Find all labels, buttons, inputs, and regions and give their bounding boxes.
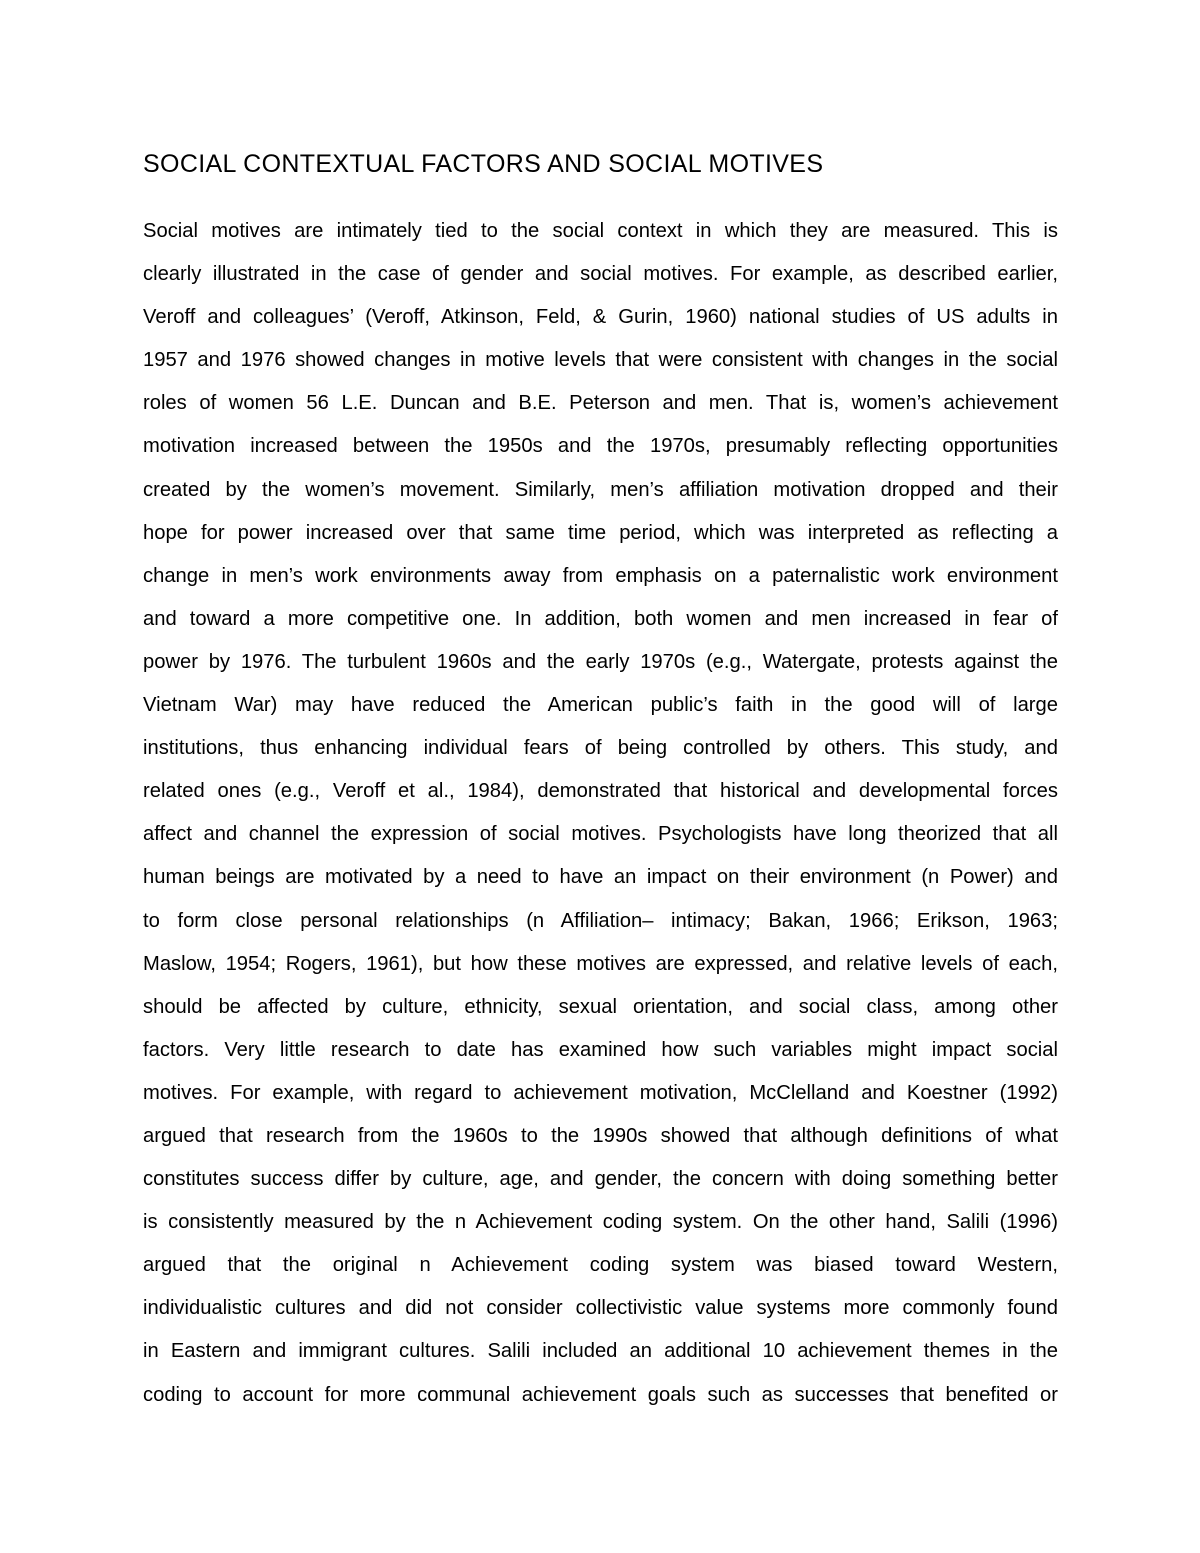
document-title: SOCIAL CONTEXTUAL FACTORS AND SOCIAL MOTIVES: [143, 150, 824, 178]
body-line: clearly illustrated in the case of gender and social motives. For example, as described earlier,: [143, 263, 1058, 286]
body-line: related ones (e.g., Veroff et al., 1984), demonstrated that historical and developmental forces: [143, 780, 1058, 803]
body-line: in Eastern and immigrant cultures. Salili included an additional 10 achievement themes in the: [143, 1340, 1058, 1363]
body-line: hope for power increased over that same time period, which was interpreted as reflecting a: [143, 521, 1058, 544]
body-line: should be affected by culture, ethnicity, sexual orientation, and social class, among other: [143, 995, 1058, 1018]
body-line: factors. Very little research to date has examined how such variables might impact social: [143, 1038, 1058, 1061]
document-body: [143, 216, 1058, 1423]
body-line: and toward a more competitive one. In addition, both women and men increased in fear of: [143, 607, 1058, 630]
body-line: Maslow, 1954; Rogers, 1961), but how these motives are expressed, and relative levels of each,: [143, 952, 1058, 975]
body-line: argued that the original n Achievement coding system was biased toward Western,: [143, 1254, 1058, 1277]
body-line: change in men’s work environments away from emphasis on a paternalistic work environment: [143, 564, 1058, 587]
body-line: Veroff and colleagues’ (Veroff, Atkinson, Feld, & Gurin, 1960) national studies of US adults in: [143, 306, 1058, 329]
body-line: motives. For example, with regard to achievement motivation, McClelland and Koestner (1992): [143, 1081, 1058, 1104]
body-line: constitutes success differ by culture, age, and gender, the concern with doing something better: [143, 1168, 1058, 1191]
body-line: affect and channel the expression of social motives. Psychologists have long theorized that all: [143, 823, 1058, 846]
body-line: 1957 and 1976 showed changes in motive levels that were consistent with changes in the social: [143, 349, 1058, 372]
body-line: argued that research from the 1960s to the 1990s showed that although definitions of what: [143, 1124, 1058, 1147]
body-line: Vietnam War) may have reduced the American public’s faith in the good will of large: [143, 694, 1058, 717]
body-line: power by 1976. The turbulent 1960s and the early 1970s (e.g., Watergate, protests against the: [143, 650, 1058, 673]
body-line: created by the women’s movement. Similarly, men’s affiliation motivation dropped and their: [143, 478, 1058, 501]
body-line: Social motives are intimately tied to the social context in which they are measured. This is: [143, 220, 1058, 242]
body-line: is consistently measured by the n Achievement coding system. On the other hand, Salili (1996): [143, 1211, 1058, 1234]
body-line: roles of women 56 L.E. Duncan and B.E. Peterson and men. That is, women’s achievement: [143, 392, 1058, 415]
body-line: motivation increased between the 1950s and the 1970s, presumably reflecting opportunities: [143, 435, 1058, 458]
body-line: coding to account for more communal achievement goals such as successes that benefited or: [143, 1383, 1058, 1406]
body-line: institutions, thus enhancing individual fears of being controlled by others. This study, and: [143, 737, 1058, 760]
body-line: individualistic cultures and did not consider collectivistic value systems more commonly found: [143, 1297, 1058, 1320]
body-line: to form close personal relationships (n Affiliation– intimacy; Bakan, 1966; Erikson, 1963;: [143, 909, 1058, 932]
body-line: human beings are motivated by a need to have an impact on their environment (n Power) and: [143, 866, 1058, 889]
